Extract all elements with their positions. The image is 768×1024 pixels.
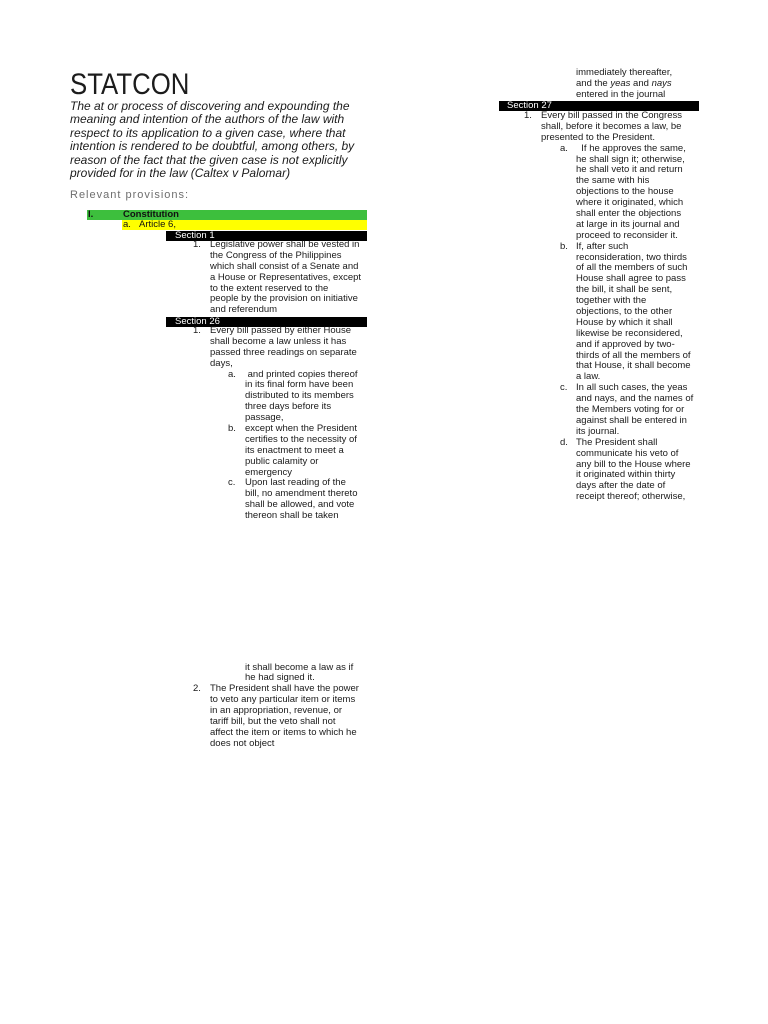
- list-line: does not object: [210, 737, 275, 749]
- section-27-subitem-d-continued: [245, 663, 368, 685]
- list-line: and nays, and the names of: [576, 393, 694, 405]
- section-1-item-1: [193, 239, 368, 316]
- outline-article-marker: a.: [123, 219, 131, 230]
- list-text: The President shall have the power: [210, 683, 359, 695]
- list-line: entered in the journal: [576, 88, 666, 100]
- section-27-item-1: [524, 110, 699, 503]
- list-line: objections to the house: [576, 186, 674, 198]
- section-27-continuation-left: [193, 661, 368, 750]
- list-line: it shall become a law as if: [245, 661, 354, 673]
- list-line: communicate his veto of: [576, 447, 679, 459]
- outline-part-marker: I.: [88, 209, 94, 220]
- list-marker: a.: [228, 368, 236, 380]
- list-line: proceed to reconsider it.: [576, 229, 678, 241]
- list-line: affect the item or items to which he: [210, 726, 357, 738]
- list-line: presented to the President.: [541, 131, 656, 143]
- list-line: days after the date of: [576, 480, 666, 492]
- list-line: its journal.: [576, 425, 620, 437]
- list-line: in its final form have been: [245, 379, 354, 391]
- section-27-subitem-b: [560, 240, 699, 384]
- list-line: and if approved by two-: [576, 338, 675, 350]
- list-line: [560, 240, 699, 253]
- list-line: its enactment to meet a: [245, 444, 344, 456]
- list-marker: a.: [560, 142, 568, 154]
- list-line: shall enter the objections: [576, 208, 682, 220]
- list-line: House by which it shall: [576, 316, 673, 328]
- relevant-provisions-heading: Relevant provisions:: [70, 189, 190, 201]
- list-text: and printed copies thereof: [245, 368, 358, 380]
- list-marker: 2.: [193, 683, 201, 695]
- list-line: of all the members of such: [576, 262, 688, 274]
- list-line: a law.: [576, 371, 601, 383]
- list-line: at large in its journal and: [576, 218, 680, 230]
- section-26-subitem-c-continued: [576, 68, 700, 101]
- outline-part-label: Constitution: [123, 209, 179, 220]
- section-26-subitem-b: [228, 423, 368, 478]
- definition-line: respect to its application to a given case, where that: [70, 125, 346, 140]
- list-text: Legislative power shall be vested in: [210, 239, 360, 250]
- list-line: days,: [210, 357, 233, 369]
- list-line: likewise be reconsidered,: [576, 327, 683, 339]
- list-marker: 1.: [193, 325, 201, 336]
- list-line: he shall veto it and return: [576, 164, 683, 176]
- definition-paragraph: [70, 100, 370, 180]
- section-27-subitem-a: [560, 142, 699, 242]
- list-line: [560, 142, 699, 155]
- list-line: receipt thereof; otherwise,: [576, 491, 686, 503]
- definition-line: provided for in the law (Caltex v Palomar): [70, 166, 291, 181]
- list-line: distributed to its members: [245, 390, 354, 402]
- list-marker: b.: [560, 240, 568, 252]
- italic-term-nays: nays: [651, 77, 672, 89]
- list-line: tariff bill, but the veto shall not: [210, 715, 336, 727]
- list-line: the bill, it shall be sent,: [576, 284, 673, 296]
- list-marker: c.: [560, 382, 568, 394]
- list-line: together with the: [576, 295, 647, 307]
- list-line: House shall agree to pass: [576, 273, 686, 285]
- list-line: certifies to the necessity of: [245, 433, 357, 445]
- italic-term-yeas: yeas: [610, 77, 631, 89]
- section-27-subitem-c: [560, 382, 699, 437]
- list-line: shall, before it becomes a law, be: [541, 120, 682, 132]
- list-marker: c.: [228, 477, 236, 489]
- list-line: bill, no amendment thereto: [245, 488, 358, 500]
- list-line: that House, it shall become: [576, 360, 691, 372]
- list-text: Upon last reading of the: [245, 477, 346, 489]
- list-line: emergency: [245, 466, 292, 478]
- list-line: the Members voting for or: [576, 404, 685, 416]
- definition-line: The at or process of discovering and expounding the: [70, 99, 350, 113]
- list-marker: d.: [560, 436, 568, 448]
- definition-line: meaning and intention of the authors of the law with: [70, 112, 345, 127]
- list-line: people by the provision on initiative: [210, 293, 358, 305]
- list-line: he shall sign it; otherwise,: [576, 153, 685, 165]
- list-line: passed three readings on separate: [210, 346, 357, 358]
- list-line: passage,: [245, 412, 284, 424]
- list-text: and: [630, 77, 652, 89]
- section-26-item-1: [193, 325, 368, 522]
- list-marker: 1.: [193, 239, 201, 250]
- list-line: objections, to the other: [576, 306, 673, 318]
- list-line: public calamity or: [245, 455, 319, 467]
- list-line: where it originated, which: [576, 197, 684, 209]
- list-line: to the extent reserved to the: [210, 282, 329, 294]
- list-text: except when the President: [245, 423, 357, 435]
- list-line: [560, 436, 699, 449]
- outline-article-label: Article 6,: [139, 219, 176, 230]
- list-line: shall become a law unless it has: [210, 335, 347, 347]
- list-line: the same with his: [576, 175, 650, 187]
- list-line: in an appropriation, revenue, or: [210, 705, 343, 717]
- list-line: he had signed it.: [245, 672, 315, 684]
- list-line: and referendum: [210, 304, 278, 316]
- list-text: In all such cases, the yeas: [576, 382, 688, 394]
- section-27-heading: Section 27: [507, 100, 552, 111]
- list-text: The President shall: [576, 436, 658, 448]
- list-text: and the: [576, 77, 611, 89]
- list-line: thirds of all the members of: [576, 349, 691, 361]
- list-line: three days before its: [245, 401, 332, 413]
- list-text: Every bill passed in the Congress: [541, 110, 682, 121]
- section-27-item-2: [193, 683, 368, 749]
- list-line: it originated within thirty: [576, 469, 676, 481]
- list-text: If, after such: [576, 240, 629, 252]
- list-line: against shall be entered in: [576, 414, 687, 426]
- list-line: to veto any particular item or items: [210, 694, 356, 706]
- list-line: reconsideration, two thirds: [576, 251, 687, 263]
- list-line: a House or Representatives, except: [210, 271, 362, 283]
- list-marker: 1.: [524, 110, 532, 121]
- definition-line: reason of the fact that the given case is not explicitly: [70, 152, 348, 167]
- list-line: the Congress of the Philippines: [210, 249, 342, 261]
- list-line: any bill to the House where: [576, 458, 691, 470]
- section-26-subitem-c: [228, 477, 368, 522]
- list-marker: b.: [228, 423, 236, 435]
- list-line: shall be allowed, and vote: [245, 499, 355, 511]
- list-line: which shall consist of a Senate and: [210, 260, 359, 272]
- list-text: Every bill passed by either House: [210, 325, 351, 336]
- list-line: immediately thereafter,: [576, 67, 673, 78]
- definition-line: intention is rendered to be doubtful, among others, by: [70, 139, 355, 154]
- section-27-subitem-d: [560, 436, 699, 503]
- section-26-subitem-a: [228, 368, 368, 424]
- outline-article-6: [122, 220, 367, 230]
- list-text: If he approves the same,: [576, 142, 686, 154]
- document-title: STATCON: [70, 68, 190, 101]
- section-26-heading: Section 26: [175, 316, 220, 327]
- section-1-heading: Section 1: [175, 230, 215, 241]
- list-line: thereon shall be taken: [245, 510, 339, 522]
